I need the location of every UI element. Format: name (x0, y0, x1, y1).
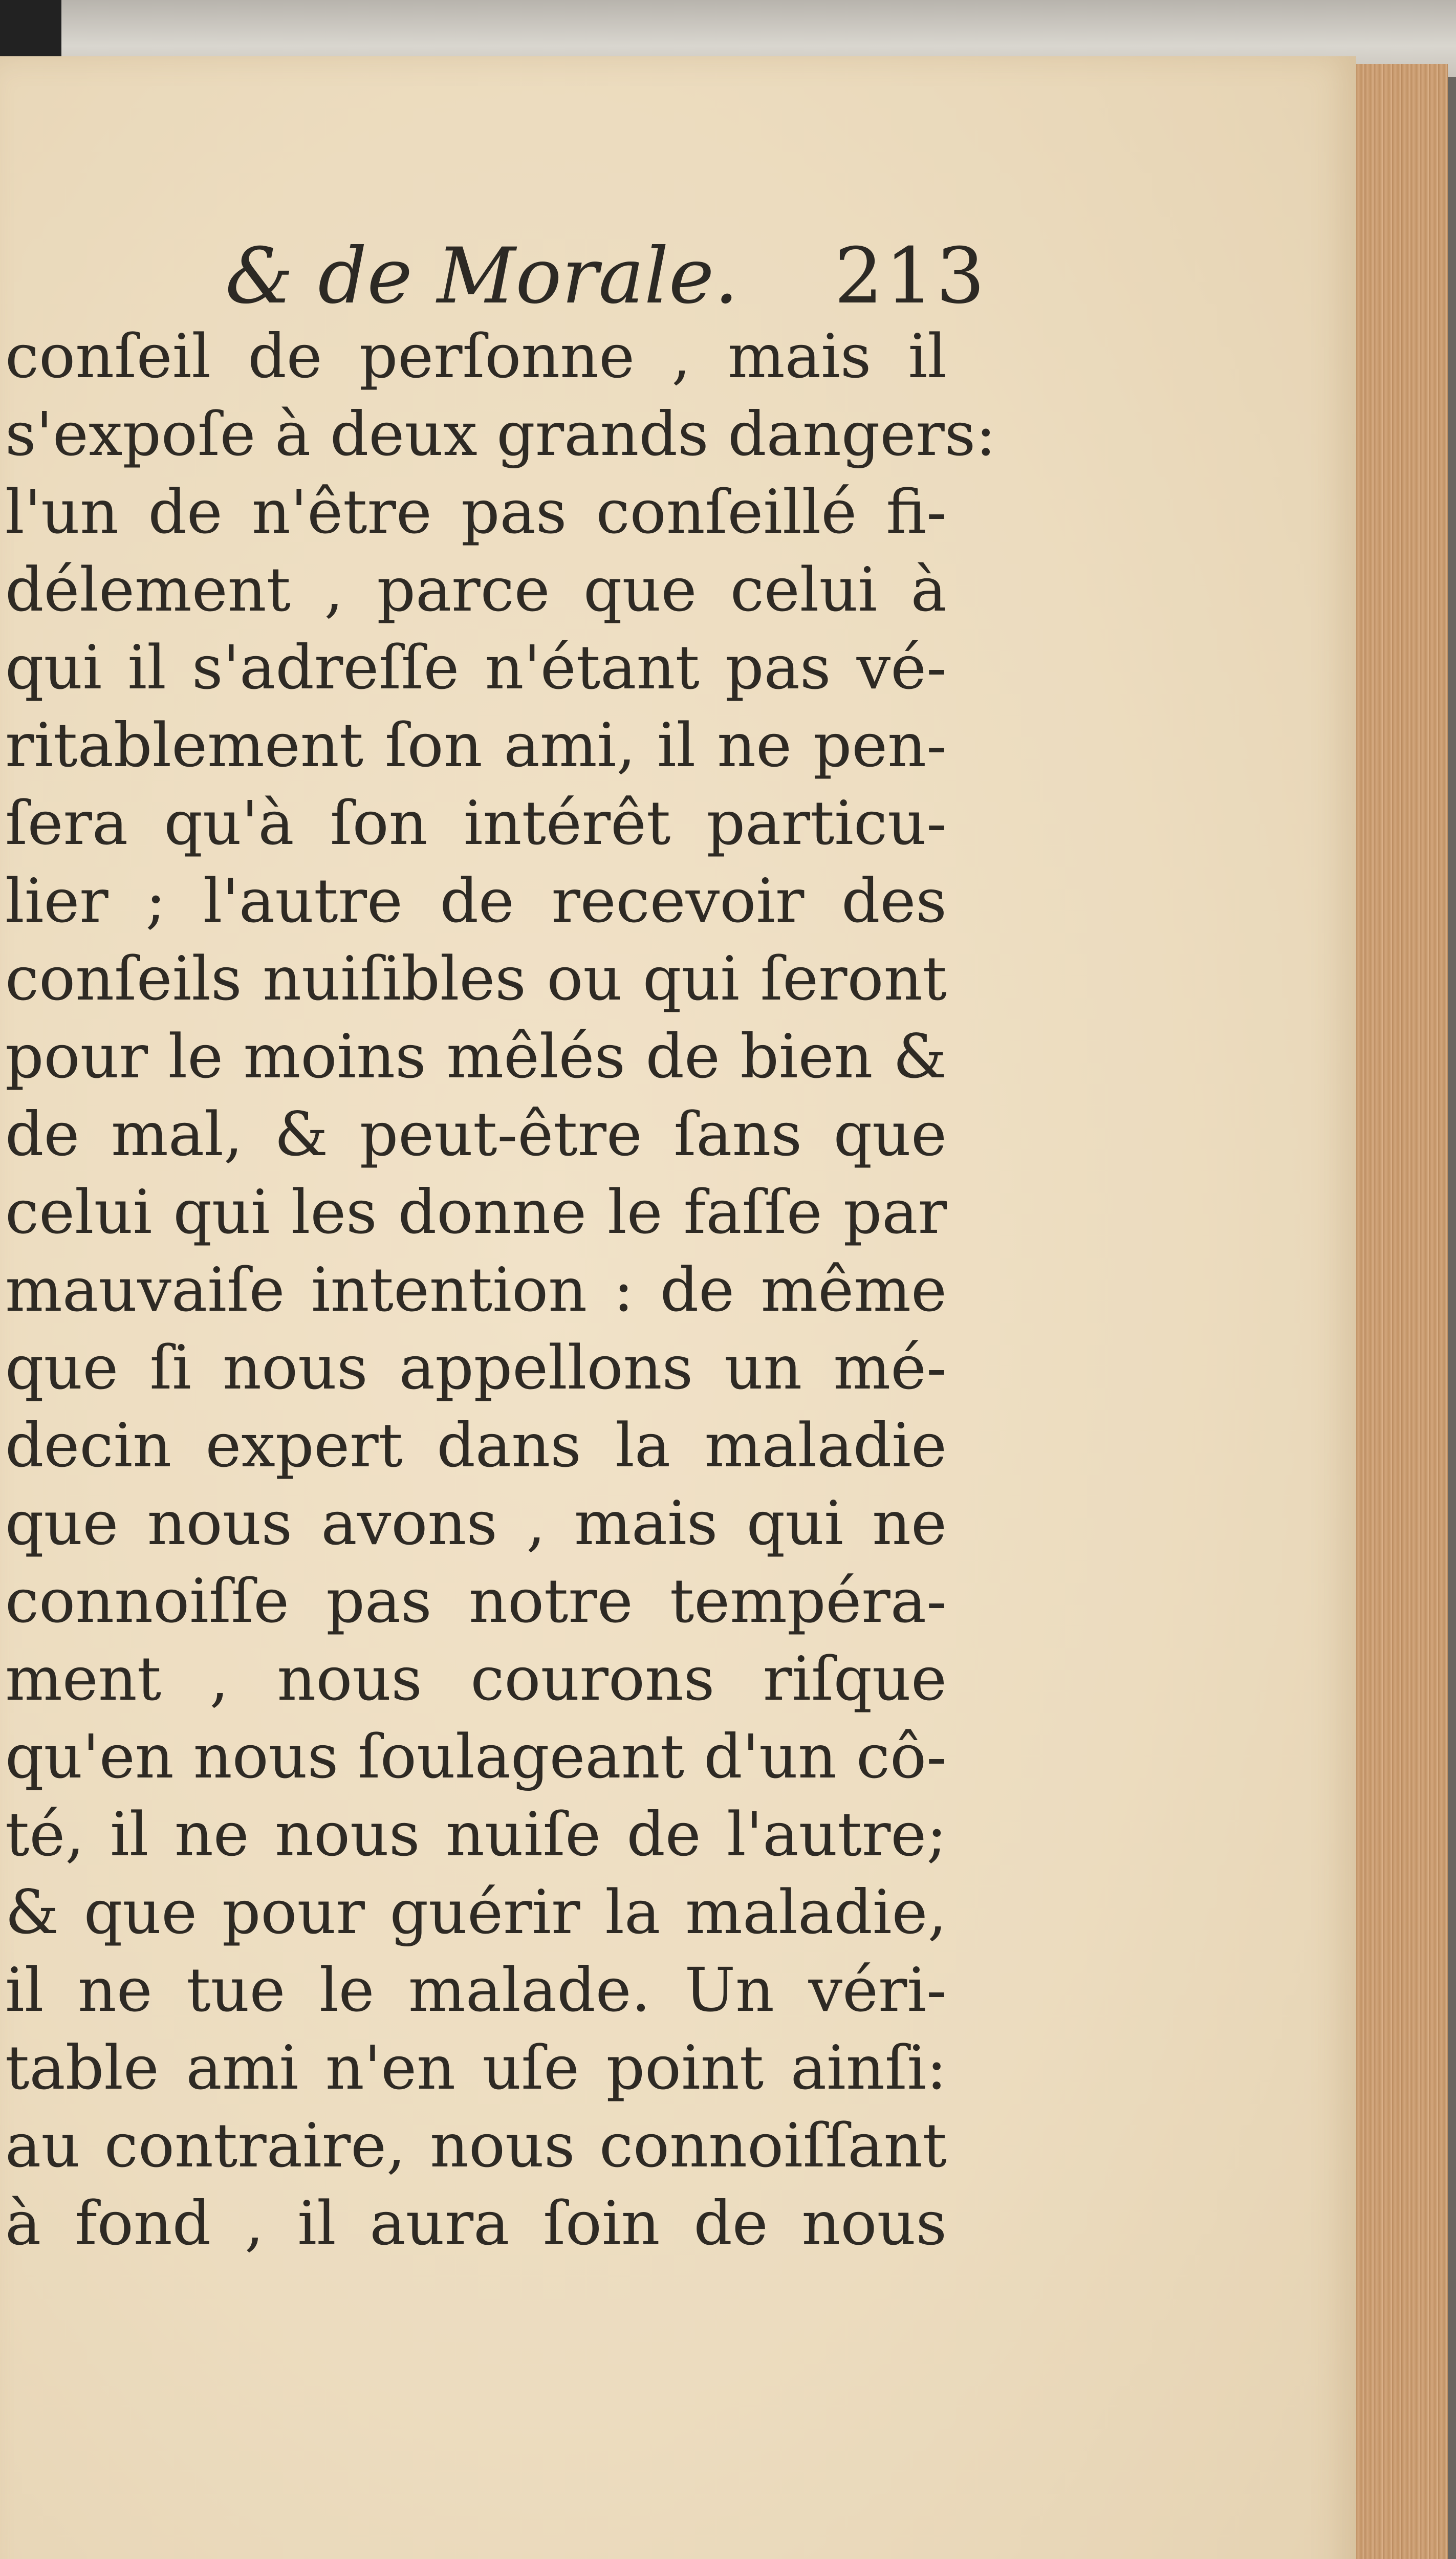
text-line: à fond , il aura ſoin de nous (5, 2188, 947, 2259)
text-line: & que pour guérir la maladie, (5, 1877, 947, 1947)
body-text (5, 317, 996, 2262)
text-line: au contraire, nous connoiſſant (5, 2110, 947, 2181)
text-line: délement , parce que celui à (5, 554, 947, 625)
text-line: mauvaiſe intention : de même (5, 1254, 947, 1325)
text-line: ment , nous courons riſque (5, 1643, 947, 1714)
text-line: s'expoſe à deux grands dangers: (5, 399, 996, 469)
text-line: ritablement ſon ami, il ne pen- (5, 710, 947, 780)
text-line: qui il s'adreſſe n'étant pas vé- (5, 632, 947, 703)
text-line: que nous avons , mais qui ne (5, 1488, 947, 1558)
text-line: ſera qu'à ſon intérêt particu- (5, 788, 947, 858)
text-line: decin expert dans la maladie (5, 1410, 947, 1481)
text-line: table ami n'en uſe point ainſi: (5, 2032, 947, 2103)
running-head: & de Morale. (225, 232, 739, 321)
scan-holder-top (0, 0, 61, 56)
text-line: té, il ne nous nuiſe de l'autre; (5, 1799, 947, 1870)
text-line: l'un de n'être pas conſeillé fi- (5, 476, 947, 547)
page-number: 213 (834, 232, 987, 321)
text-line: qu'en nous ſoulageant d'un cô- (5, 1721, 947, 1792)
text-line: celui qui les donne le faſſe par (5, 1177, 947, 1247)
page-header (225, 225, 987, 328)
text-line: pour le moins mêlés de bien & (5, 1021, 947, 1092)
text-line: conſeil de perſonne , mais il (5, 321, 947, 392)
text-line: conſeils nuiſibles ou qui ſeront (5, 943, 947, 1014)
text-line: lier ; l'autre de recevoir des (5, 865, 947, 936)
text-line: il ne tue le malade. Un véri- (5, 1955, 947, 2025)
text-line: connoiſſe pas notre tempéra- (5, 1566, 947, 1636)
text-line: de mal, & peut-être ſans que (5, 1099, 947, 1169)
text-line: que ſi nous appellons un mé- (5, 1332, 947, 1403)
